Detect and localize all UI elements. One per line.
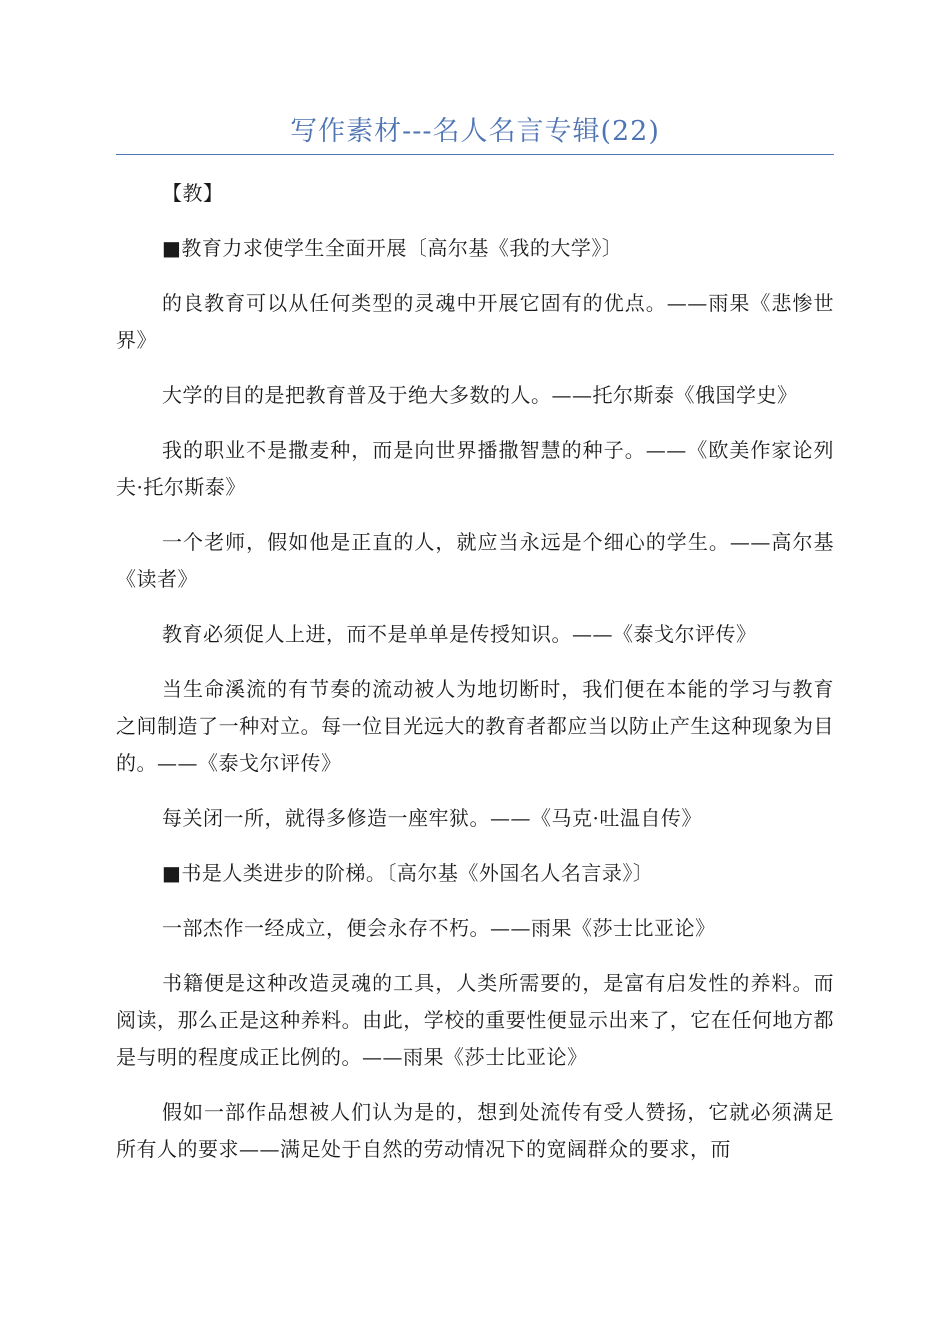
quote-paragraph: 教育必须促人上进，而不是单单是传授知识。——《泰戈尔评传》: [162, 622, 757, 646]
quote-paragraph: 我的职业不是撒麦种，而是向世界播撒智慧的种子。——《欧美作家论列夫·托尔斯泰》: [116, 438, 834, 499]
quote-paragraph: 书籍便是这种改造灵魂的工具，人类所需要的，是富有启发性的养料。而阅读，那么正是这种养料。由此，学校的重要性便显示出来了，它在任何地方都是与明的程度成正比例的。——雨果《莎士比亚论》: [116, 971, 834, 1069]
quote-paragraph: ■书是人类进步的阶梯。〔高尔基《外国名人名言录》〕: [162, 861, 654, 885]
section-heading: 【教】: [162, 181, 224, 205]
title-underline: [116, 154, 834, 155]
quote-paragraph: 一部杰作一经成立，便会永存不朽。——雨果《莎士比亚论》: [162, 916, 716, 940]
quote-paragraph: 的良教育可以从任何类型的灵魂中开展它固有的优点。——雨果《悲惨世界》: [116, 291, 834, 352]
document-body: [116, 175, 834, 1186]
quote-paragraph: 一个老师，假如他是正直的人，就应当永远是个细心的学生。——高尔基《读者》: [116, 530, 834, 591]
quote-paragraph: 假如一部作品想被人们认为是的，想到处流传有受人赞扬，它就必须满足所有人的要求——满足处于自然的劳动情况下的宽阔群众的要求，而: [116, 1100, 834, 1161]
quote-paragraph: ■教育力求使学生全面开展〔高尔基《我的大学》〕: [162, 236, 623, 260]
quote-paragraph: 每关闭一所，就得多修造一座牢狱。——《马克·吐温自传》: [162, 806, 702, 830]
quote-paragraph: 当生命溪流的有节奏的流动被人为地切断时，我们便在本能的学习与教育之间制造了一种对立。每一位目光远大的教育者都应当以防止产生这种现象为目的。——《泰戈尔评传》: [116, 677, 834, 775]
document-title: 写作素材---名人名言专辑(22): [290, 116, 660, 147]
quote-paragraph: 大学的目的是把教育普及于绝大多数的人。——托尔斯泰《俄国学史》: [162, 383, 798, 407]
